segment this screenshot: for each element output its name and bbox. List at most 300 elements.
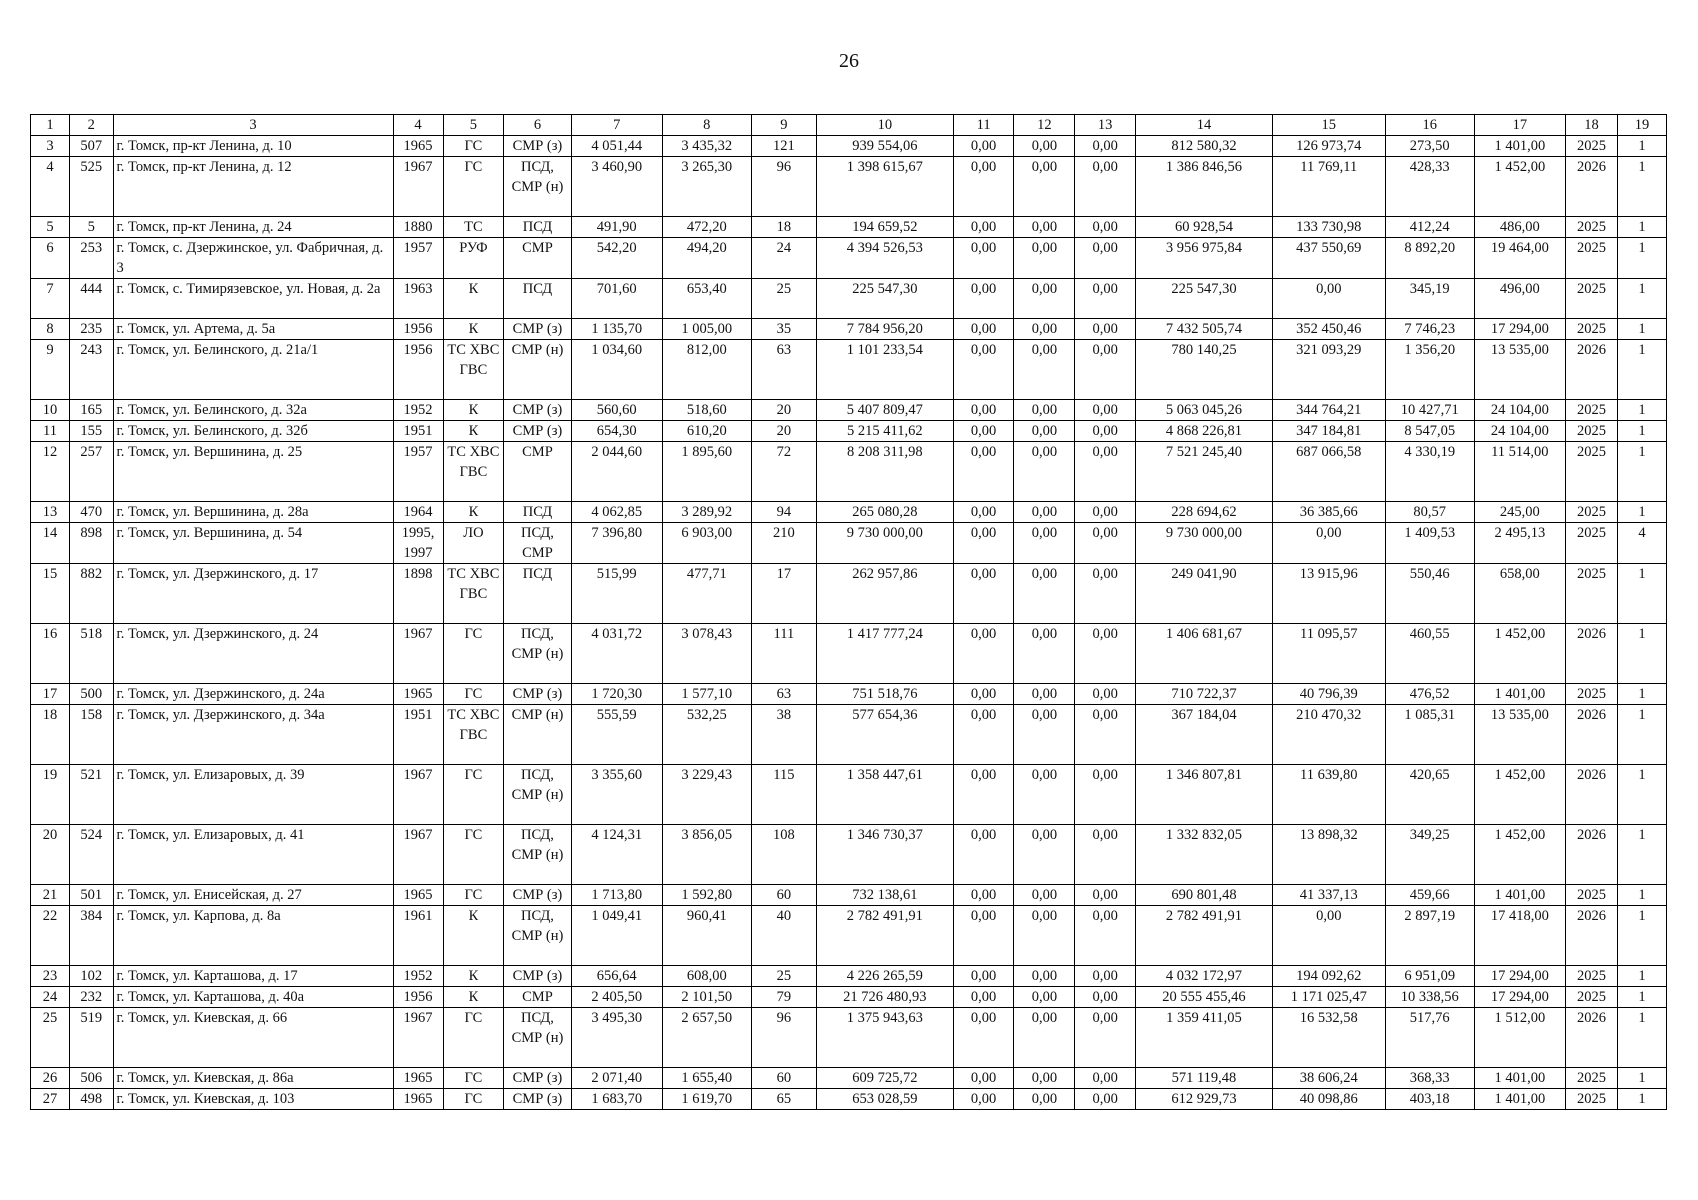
table-cell: 165 [70,400,113,421]
table-cell: 24 104,00 [1474,421,1565,442]
table-row [31,684,1667,705]
table-cell: 19 464,00 [1474,238,1565,279]
table-cell: 25 [31,1008,70,1068]
table-cell: 1 452,00 [1474,157,1565,217]
table-cell: ЛО [443,523,504,564]
table-cell: ПСД, СМР [504,523,571,564]
column-header: 2 [70,115,113,136]
table-cell: 0,00 [1014,502,1075,523]
table-cell: 7 521 245,40 [1136,442,1273,502]
table-cell: 0,00 [953,885,1014,906]
table-row [31,906,1667,966]
table-cell: 368,33 [1385,1068,1474,1089]
column-header: 4 [393,115,443,136]
table-row [31,319,1667,340]
table-cell: 0,00 [953,765,1014,825]
table-cell: 1 346 730,37 [816,825,953,885]
table-cell: 2 657,50 [662,1008,751,1068]
table-cell: 243 [70,340,113,400]
table-cell: 1 356,20 [1385,340,1474,400]
page-number: 26 [839,50,859,72]
table-cell: 17 418,00 [1474,906,1565,966]
address-cell: г. Томск, ул. Белинского, д. 32а [113,400,393,421]
table-cell: К [443,502,504,523]
table-cell: 2025 [1565,421,1617,442]
table-cell: 1 [1618,136,1667,157]
table-cell: 0,00 [1075,523,1136,564]
table-cell: 1 [1618,825,1667,885]
table-cell: 498 [70,1089,113,1110]
table-cell: 0,00 [953,906,1014,966]
table-cell: 2 897,19 [1385,906,1474,966]
table-cell: 3 [31,136,70,157]
table-cell: 420,65 [1385,765,1474,825]
table-row [31,400,1667,421]
table-cell: 13 915,96 [1272,564,1385,624]
table-cell: 72 [751,442,816,502]
table-cell: ТС ХВС ГВС [443,705,504,765]
table-cell: ГС [443,765,504,825]
table-cell: 2025 [1565,442,1617,502]
table-cell: 1 452,00 [1474,624,1565,684]
table-cell: 4 [31,157,70,217]
table-cell: ПСД [504,217,571,238]
table-cell: 2 782 491,91 [1136,906,1273,966]
table-cell: 571 119,48 [1136,1068,1273,1089]
address-cell: г. Томск, ул. Белинского, д. 32б [113,421,393,442]
table-row [31,564,1667,624]
table-cell: 3 265,30 [662,157,751,217]
table-cell: 1 101 233,54 [816,340,953,400]
table-cell: 12 [31,442,70,502]
table-cell: 4 062,85 [571,502,662,523]
table-cell: 1 386 846,56 [1136,157,1273,217]
address-cell: г. Томск, ул. Вершинина, д. 54 [113,523,393,564]
table-cell: 1 577,10 [662,684,751,705]
table-cell: 1 005,00 [662,319,751,340]
table-cell: 194 092,62 [1272,966,1385,987]
address-cell: г. Томск, ул. Елизаровых, д. 41 [113,825,393,885]
address-cell: г. Томск, ул. Вершинина, д. 25 [113,442,393,502]
table-cell: 367 184,04 [1136,705,1273,765]
address-cell: г. Томск, ул. Енисейская, д. 27 [113,885,393,906]
table-cell: 476,52 [1385,684,1474,705]
table-cell: 2025 [1565,987,1617,1008]
table-cell: 17 [31,684,70,705]
table-cell: СМР (з) [504,1068,571,1089]
table-cell: 0,00 [1014,136,1075,157]
table-cell: 79 [751,987,816,1008]
table-cell: 1967 [393,157,443,217]
table-cell: 228 694,62 [1136,502,1273,523]
table-cell: 321 093,29 [1272,340,1385,400]
table-cell: 0,00 [953,523,1014,564]
table-cell: 2025 [1565,684,1617,705]
address-cell: г. Томск, ул. Елизаровых, д. 39 [113,765,393,825]
table-cell: 24 [31,987,70,1008]
table-cell: 0,00 [1075,885,1136,906]
table-cell: ГС [443,136,504,157]
table-cell: 412,24 [1385,217,1474,238]
table-cell: 653 028,59 [816,1089,953,1110]
table-cell: 9 730 000,00 [816,523,953,564]
table-cell: 0,00 [1014,765,1075,825]
table-cell: 612 929,73 [1136,1089,1273,1110]
table-cell: 60 928,54 [1136,217,1273,238]
table-cell: ГС [443,885,504,906]
table-cell: 24 104,00 [1474,400,1565,421]
column-header: 12 [1014,115,1075,136]
table-cell: 0,00 [953,966,1014,987]
table-cell: 3 956 975,84 [1136,238,1273,279]
table-cell: 27 [31,1089,70,1110]
table-cell: 1 401,00 [1474,1089,1565,1110]
table-cell: 40 796,39 [1272,684,1385,705]
table-cell: 5 215 411,62 [816,421,953,442]
table-cell: 65 [751,1089,816,1110]
column-header: 11 [953,115,1014,136]
header-row [31,115,1667,136]
table-cell: СМР (з) [504,421,571,442]
table-cell: 111 [751,624,816,684]
table-cell: ПСД [504,502,571,523]
table-cell: 1 359 411,05 [1136,1008,1273,1068]
table-cell: 7 784 956,20 [816,319,953,340]
table-cell: 690 801,48 [1136,885,1273,906]
table-cell: 0,00 [1014,684,1075,705]
address-cell: г. Томск, ул. Артема, д. 5а [113,319,393,340]
table-row [31,885,1667,906]
table-cell: 472,20 [662,217,751,238]
table-cell: 0,00 [1075,1068,1136,1089]
column-header: 13 [1075,115,1136,136]
table-cell: 751 518,76 [816,684,953,705]
table-cell: СМР [504,987,571,1008]
table-cell: ГС [443,624,504,684]
table-cell: 1 [1618,1008,1667,1068]
table-cell: 80,57 [1385,502,1474,523]
table-cell: 0,00 [1014,340,1075,400]
table-cell: 0,00 [1075,705,1136,765]
table-cell: 1 417 777,24 [816,624,953,684]
table-cell: ТС ХВС ГВС [443,340,504,400]
table-cell: 532,25 [662,705,751,765]
table-cell: ГС [443,1008,504,1068]
table-cell: 1 [1618,400,1667,421]
table-cell: 0,00 [1075,765,1136,825]
table-cell: 1 [1618,1068,1667,1089]
table-cell: 521 [70,765,113,825]
table-cell: 1956 [393,319,443,340]
table-cell: 0,00 [1075,136,1136,157]
column-header: 6 [504,115,571,136]
column-header: 15 [1272,115,1385,136]
table-cell: ТС ХВС ГВС [443,564,504,624]
table-cell: 0,00 [953,421,1014,442]
table-cell: 6 [31,238,70,279]
table-cell: 0,00 [1014,1008,1075,1068]
table-cell: СМР [504,442,571,502]
table-cell: 8 [31,319,70,340]
address-cell: г. Томск, ул. Киевская, д. 103 [113,1089,393,1110]
table-cell: 0,00 [1075,217,1136,238]
table-cell: 1 [1618,421,1667,442]
table-cell: 1965 [393,1089,443,1110]
table-cell: 7 432 505,74 [1136,319,1273,340]
table-cell: 1957 [393,442,443,502]
address-cell: г. Томск, пр-кт Ленина, д. 24 [113,217,393,238]
table-cell: 2025 [1565,1089,1617,1110]
table-cell: 437 550,69 [1272,238,1385,279]
table-row [31,157,1667,217]
address-cell: г. Томск, ул. Белинского, д. 21а/1 [113,340,393,400]
table-cell: 4 124,31 [571,825,662,885]
table-cell: 1 [1618,238,1667,279]
table-cell: 1967 [393,765,443,825]
table-cell: 0,00 [1014,319,1075,340]
table-cell: 0,00 [953,502,1014,523]
table-cell: 555,59 [571,705,662,765]
table-cell: ПСД, СМР (н) [504,765,571,825]
table-cell: 0,00 [1075,238,1136,279]
table-row [31,765,1667,825]
table-cell: 18 [31,705,70,765]
table-cell: 494,20 [662,238,751,279]
table-cell: 25 [751,279,816,319]
address-cell: г. Томск, ул. Вершинина, д. 28а [113,502,393,523]
table-cell: СМР (з) [504,684,571,705]
data-table [30,114,1667,1110]
table-cell: 519 [70,1008,113,1068]
table-cell: 60 [751,885,816,906]
table-cell: 506 [70,1068,113,1089]
table-cell: 701,60 [571,279,662,319]
table-cell: ПСД, СМР (н) [504,157,571,217]
table-cell: 654,30 [571,421,662,442]
table-cell: 0,00 [1014,157,1075,217]
table-cell: 0,00 [1014,885,1075,906]
table-cell: 496,00 [1474,279,1565,319]
table-cell: 11 [31,421,70,442]
table-row [31,1008,1667,1068]
table-cell: 2025 [1565,238,1617,279]
table-cell: 13 535,00 [1474,340,1565,400]
table-cell: 0,00 [1075,1008,1136,1068]
table-cell: 1 713,80 [571,885,662,906]
table-cell: 0,00 [1014,1068,1075,1089]
table-cell: 1 720,30 [571,684,662,705]
table-cell: 0,00 [1014,421,1075,442]
table-cell: К [443,319,504,340]
table-cell: 26 [31,1068,70,1089]
table-cell: 2 101,50 [662,987,751,1008]
table-cell: 1 358 447,61 [816,765,953,825]
table-cell: 1 [1618,340,1667,400]
table-cell: 1951 [393,705,443,765]
table-cell: 0,00 [953,136,1014,157]
table-cell: 2025 [1565,885,1617,906]
table-cell: 0,00 [1075,906,1136,966]
table-cell: 0,00 [953,1089,1014,1110]
table-cell: 1 [1618,906,1667,966]
table-cell: 63 [751,340,816,400]
table-cell: 0,00 [1075,987,1136,1008]
address-cell: г. Томск, ул. Дзержинского, д. 24 [113,624,393,684]
table-cell: ГС [443,1068,504,1089]
table-cell: 9 730 000,00 [1136,523,1273,564]
table-cell: 515,99 [571,564,662,624]
table-cell: СМР (з) [504,966,571,987]
table-cell: 525 [70,157,113,217]
table-cell: 0,00 [1014,238,1075,279]
table-cell: 1 [1618,885,1667,906]
table-cell: 1 049,41 [571,906,662,966]
table-body [31,136,1667,1110]
table-cell: ГС [443,157,504,217]
table-cell: 16 532,58 [1272,1008,1385,1068]
table-cell: 0,00 [1075,400,1136,421]
table-cell: 265 080,28 [816,502,953,523]
table-cell: 21 [31,885,70,906]
table-cell: 155 [70,421,113,442]
table-cell: 1 085,31 [1385,705,1474,765]
table-cell: ПСД, СМР (н) [504,825,571,885]
table-row [31,624,1667,684]
table-cell: 2025 [1565,279,1617,319]
table-cell: 3 289,92 [662,502,751,523]
table-cell: 0,00 [1075,279,1136,319]
table-cell: 882 [70,564,113,624]
table-cell: 2 405,50 [571,987,662,1008]
table-cell: 470 [70,502,113,523]
table-cell: 10 427,71 [1385,400,1474,421]
table-cell: 0,00 [953,238,1014,279]
column-header: 8 [662,115,751,136]
table-cell: 500 [70,684,113,705]
table-cell: 3 229,43 [662,765,751,825]
table-row [31,238,1667,279]
table-cell: 0,00 [1075,340,1136,400]
table-cell: 253 [70,238,113,279]
table-row [31,279,1667,319]
table-cell: 17 294,00 [1474,966,1565,987]
table-cell: 18 [751,217,816,238]
column-header: 9 [751,115,816,136]
address-cell: г. Томск, ул. Киевская, д. 66 [113,1008,393,1068]
table-cell: 0,00 [1014,400,1075,421]
table-cell: 1967 [393,624,443,684]
table-cell: 0,00 [1075,966,1136,987]
table-cell: 518 [70,624,113,684]
table-cell: 0,00 [1075,564,1136,624]
table-cell: 1 452,00 [1474,825,1565,885]
table-cell: 610,20 [662,421,751,442]
table-cell: 0,00 [1014,705,1075,765]
table-row [31,421,1667,442]
table-cell: 5 [31,217,70,238]
table-cell: 0,00 [1075,684,1136,705]
table-cell: СМР [504,238,571,279]
table-cell: 3 355,60 [571,765,662,825]
table-cell: 1 [1618,279,1667,319]
table-cell: 115 [751,765,816,825]
table-cell: 2 071,40 [571,1068,662,1089]
table-row [31,1068,1667,1089]
table-cell: 41 337,13 [1272,885,1385,906]
table-cell: 108 [751,825,816,885]
table-cell: 2025 [1565,1068,1617,1089]
table-cell: 1 655,40 [662,1068,751,1089]
table-cell: 0,00 [1014,523,1075,564]
table-cell: СМР (н) [504,705,571,765]
table-cell: 1 [1618,987,1667,1008]
table-cell: 0,00 [1075,502,1136,523]
table-cell: 960,41 [662,906,751,966]
table-cell: 1 [1618,624,1667,684]
table-cell: 0,00 [953,705,1014,765]
table-cell: 0,00 [1075,319,1136,340]
table-cell: 1 [1618,564,1667,624]
column-header: 17 [1474,115,1565,136]
table-cell: 17 [751,564,816,624]
table-cell: 4 032 172,97 [1136,966,1273,987]
table-cell: 7 746,23 [1385,319,1474,340]
table-cell: 0,00 [953,279,1014,319]
address-cell: г. Томск, ул. Карташова, д. 17 [113,966,393,987]
table-cell: 3 078,43 [662,624,751,684]
table-row [31,502,1667,523]
table-cell: 2025 [1565,400,1617,421]
table-cell: ПСД, СМР (н) [504,1008,571,1068]
table-row [31,825,1667,885]
table-cell: 1880 [393,217,443,238]
table-cell: ПСД [504,564,571,624]
table-cell: 15 [31,564,70,624]
column-header: 1 [31,115,70,136]
table-cell: 225 547,30 [816,279,953,319]
table-cell: СМР (н) [504,340,571,400]
table-cell: 1 401,00 [1474,885,1565,906]
table-cell: 0,00 [953,1008,1014,1068]
table-cell: 2 782 491,91 [816,906,953,966]
table-cell: ГС [443,1089,504,1110]
table-cell: СМР (з) [504,885,571,906]
table-cell: 1 [1618,966,1667,987]
address-cell: г. Томск, с. Дзержинское, ул. Фабричная, д. 3 [113,238,393,279]
table-row [31,1089,1667,1110]
table-cell: 5 [70,217,113,238]
table-cell: 2026 [1565,705,1617,765]
table-cell: 0,00 [1272,279,1385,319]
table-cell: 542,20 [571,238,662,279]
table-cell: 1 895,60 [662,442,751,502]
table-cell: 3 856,05 [662,825,751,885]
table-cell: 17 294,00 [1474,987,1565,1008]
table-cell: 0,00 [1075,1089,1136,1110]
table-cell: 4 330,19 [1385,442,1474,502]
table-cell: 1952 [393,966,443,987]
table-cell: 10 [31,400,70,421]
table-cell: 2 495,13 [1474,523,1565,564]
table-cell: 273,50 [1385,136,1474,157]
table-row [31,987,1667,1008]
table-cell: 658,00 [1474,564,1565,624]
table-cell: 6 903,00 [662,523,751,564]
table-cell: 2026 [1565,157,1617,217]
table-cell: 11 095,57 [1272,624,1385,684]
table-cell: 5 063 045,26 [1136,400,1273,421]
table-cell: ГС [443,825,504,885]
